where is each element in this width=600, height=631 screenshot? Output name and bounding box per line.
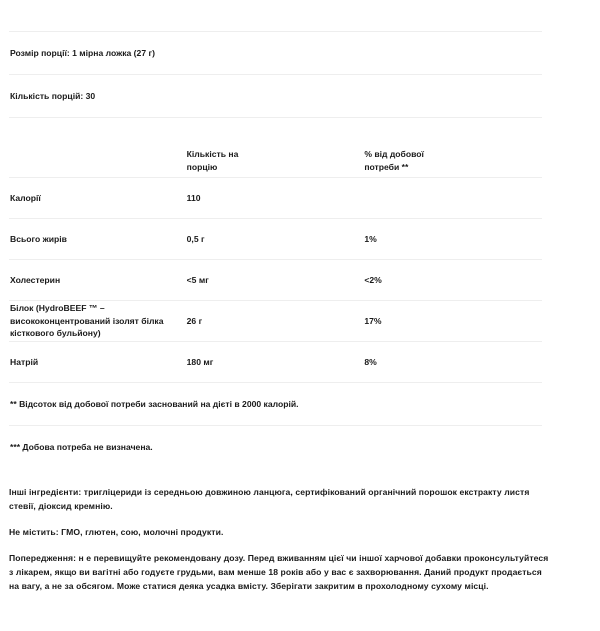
- nutrient-daily-value: <2%: [364, 274, 382, 285]
- other-ingredients-text: Інші інгредієнти: тригліцериди із середньою довжиною ланцюга, сертифікований органічний порошок екстракту листя стевії, діоксид кремнію.: [9, 487, 530, 511]
- nutrient-name: Натрій: [10, 356, 39, 367]
- table-row: [9, 260, 542, 301]
- table-row-footnote: [9, 383, 542, 426]
- table-row: [9, 342, 542, 383]
- nutrient-amount: 0,5 г: [186, 233, 205, 244]
- nutrient-amount: 180 мг: [186, 356, 214, 367]
- nutrient-daily-value: 1%: [364, 233, 377, 244]
- nutrient-daily-value: [364, 178, 542, 219]
- table-row-footnote: [9, 426, 542, 469]
- column-header-percent-daily-value: [364, 118, 542, 178]
- nutrition-facts-table: [9, 31, 542, 468]
- table-row: [9, 219, 542, 260]
- table-row-servings-per-container: [9, 75, 542, 118]
- table-row-serving-size: [9, 32, 542, 75]
- supplement-facts-panel: [0, 31, 600, 631]
- nutrition-table-body: [9, 32, 542, 469]
- footnote-daily-value-basis: ** Відсоток від добової потреби заснований на дієті в 2000 калорій.: [10, 398, 299, 409]
- table-row: [9, 178, 542, 219]
- column-header-amount-per-serving-text: Кількість на порцію: [186, 149, 239, 173]
- table-row: [9, 301, 542, 342]
- nutrient-amount: <5 мг: [186, 274, 209, 285]
- column-header-percent-daily-value-text: % від добової потреби **: [364, 149, 424, 173]
- servings-per-container-label: Кількість порцій: 30: [10, 90, 96, 101]
- table-header-row: [9, 118, 542, 178]
- nutrient-name: Всього жирів: [10, 233, 67, 244]
- nutrient-daily-value: 17%: [364, 315, 382, 326]
- column-header-nutrient: [9, 118, 187, 178]
- free-from-text: Не містить: ГМО, глютен, сою, молочні продукти.: [9, 526, 224, 537]
- footnote-daily-value-not-established: *** Добова потреба не визначена.: [10, 441, 153, 452]
- nutrient-daily-value: 8%: [364, 356, 377, 367]
- warning-text: Попередження: н е перевищуйте рекомендовану дозу. Перед вживанням цієї чи іншої харчової добавки проконсультуйтеся з лікарем, якщо ви вагітні або годуєте грудьми, вам менше 18 років або у вас є захворювання. Даний продукт продається на вагу, а не за обсягом. Може статися деяка усадка вмісту. Зберігати закритим в прохолодному сухому місці.: [9, 552, 549, 591]
- nutrient-name: Холестерин: [10, 274, 61, 285]
- nutrient-amount: 110: [186, 192, 201, 203]
- nutrient-name: Калорії: [10, 192, 41, 203]
- column-header-amount-per-serving: [187, 118, 365, 178]
- nutrient-amount: 26 г: [186, 315, 203, 326]
- additional-info-block: [9, 486, 554, 594]
- nutrient-name: Білок (HydroBEEF ™ – висококонцентрований ізолят білка кісткового бульйону): [10, 303, 164, 339]
- serving-size-label: Розмір порції: 1 мірна ложка (27 г): [10, 47, 155, 58]
